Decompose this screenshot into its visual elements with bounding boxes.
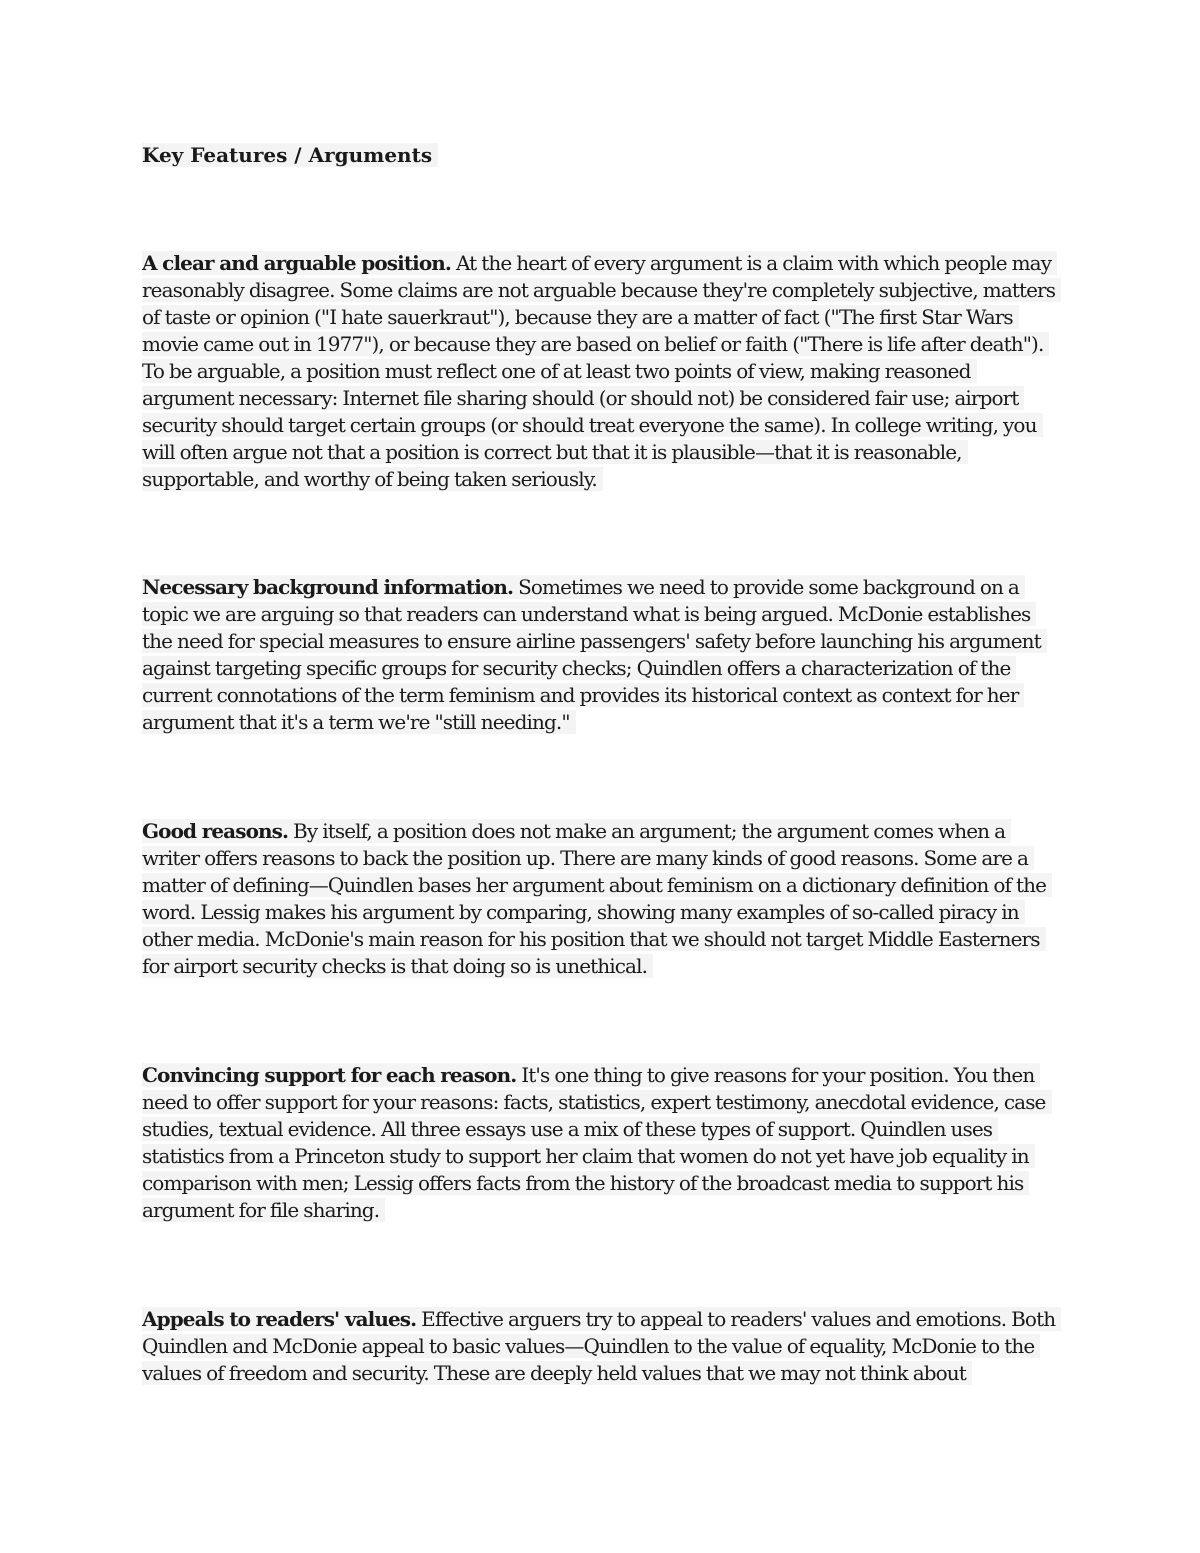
section-body: By itself, a position does not make an argument; the argument comes when a writer offers reasons to back the position up. There are many kinds of good reasons. Some are a matter of defining—Quindlen bases her argument about feminism on a dictionary definition of the word. Lessig makes his argument by comparing, showing many examples of so-called piracy in other media. McDonie's main reason for his position that we should not target Middle Easterners for airport security checks is that doing so is unethical. [142, 819, 1047, 978]
section-heading: Necessary background information. [142, 575, 514, 599]
document-content [142, 142, 1062, 1385]
section-heading: Good reasons. [142, 819, 289, 843]
section-body: Sometimes we need to provide some background on a topic we are arguing so that readers can understand what is being argued. McDonie establishes the need for special measures to ensure airline passengers' safety before launching his argument against targeting specific groups for security checks; Quindlen offers a characterization of the current connotations of the term feminism and provides its historical context as context for her argument that it's a term we're "still needing." [142, 575, 1041, 734]
section-background-information [142, 574, 1062, 736]
section-appeals-to-values [142, 1306, 1062, 1387]
document-title [142, 142, 1062, 169]
section-body: At the heart of every argument is a claim with which people may reasonably disagree. Some claims are not arguable because they're completely subjective, matters of taste or opinion ("I hate sauerkraut"), because they are a matter of fact ("The first Star Wars movie came out in 1977"), or because they are based on belief or faith ("There is life after death"). To be arguable, a position must reflect one of at least two points of view, making reasoned argument necessary: Internet file sharing should (or should not) be considered fair use; airport security should target certain groups (or should treat everyone the same). In college writing, you will often argue not that a position is correct but that it is plausible—that it is reasonable, supportable, and worthy of being taken seriously. [142, 251, 1056, 491]
section-good-reasons [142, 818, 1062, 980]
section-body: It's one thing to give reasons for your position. You then need to offer support for your reasons: facts, statistics, expert testimony, anecdotal evidence, case studies, textual evidence. All three essays use a mix of these types of support. Quindlen uses statistics from a Princeton study to support her claim that women do not yet have job equality in comparison with men; Lessig offers facts from the history of the broadcast media to support his argument for file sharing. [142, 1063, 1046, 1222]
section-clear-arguable-position [142, 250, 1062, 493]
section-convincing-support [142, 1062, 1062, 1224]
section-heading: Convincing support for each reason. [142, 1063, 517, 1087]
section-body: Effective arguers try to appeal to readers' values and emotions. Both Quindlen and McDonie appeal to basic values—Quindlen to the value of equality, McDonie to the values of freedom and security. These are deeply held values that we may not think about [142, 1307, 1056, 1385]
section-heading: A clear and arguable position. [142, 251, 451, 275]
document-title-text: Key Features / Arguments [142, 143, 438, 167]
section-heading: Appeals to readers' values. [142, 1307, 417, 1331]
